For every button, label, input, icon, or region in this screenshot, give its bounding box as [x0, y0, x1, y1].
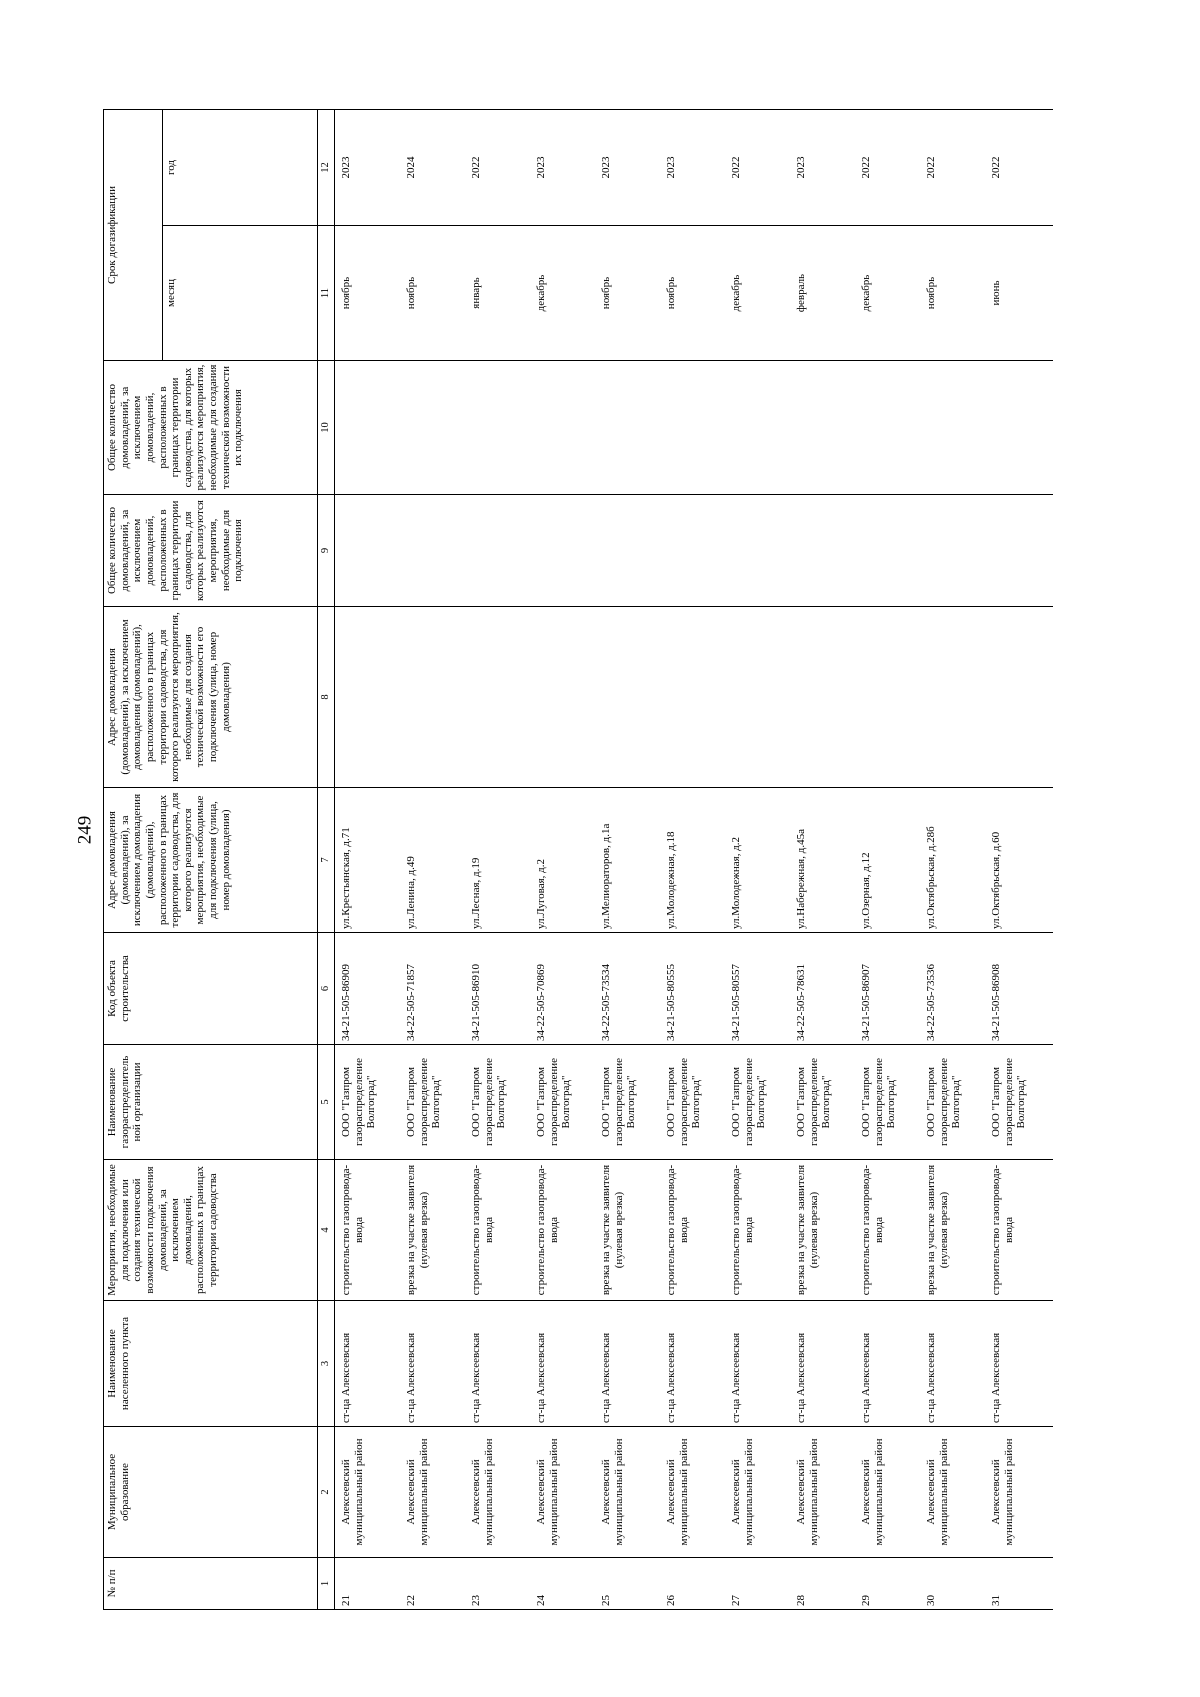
table-row	[403, 109, 468, 1609]
table-row	[988, 109, 1053, 1609]
row-code: 34-21-505-86910	[468, 933, 533, 1045]
row-org: ООО "Газпром газораспределение Волгоград"	[663, 1045, 728, 1160]
row-year: 2022	[858, 109, 923, 225]
row-count-create	[793, 361, 858, 495]
row-measure: строительство газопровода-ввода	[533, 1160, 598, 1301]
row-num: 29	[858, 1558, 923, 1610]
row-count-connect	[468, 495, 533, 607]
row-settlement: ст-ца Алексеевская	[663, 1301, 728, 1427]
row-address-garden	[335, 607, 404, 788]
row-org: ООО "Газпром газораспределение Волгоград"	[468, 1045, 533, 1160]
column-number: 8	[318, 607, 335, 788]
column-number: 5	[318, 1045, 335, 1160]
row-code: 34-22-505-70869	[533, 933, 598, 1045]
row-year: 2023	[663, 109, 728, 225]
row-settlement: ст-ца Алексеевская	[988, 1301, 1053, 1427]
row-code: 34-21-505-80557	[728, 933, 793, 1045]
row-code: 34-21-505-86908	[988, 933, 1053, 1045]
row-count-connect	[923, 495, 988, 607]
row-address: ул.Набережная, д.45а	[793, 788, 858, 933]
row-code: 34-22-505-73536	[923, 933, 988, 1045]
header-settlement: Наименование населенного пункта	[104, 1301, 318, 1427]
header-num: № п/п	[104, 1558, 318, 1610]
header-code: Код объекта строительства	[104, 933, 318, 1045]
column-number: 3	[318, 1301, 335, 1427]
row-num: 28	[793, 1558, 858, 1610]
header-count-create: Общее количество домовладений, за исключением домовладений, расположенных в границах территории садоводства, для которых реализуются мероприятия, необходимые для создания технической возможности их подключения	[104, 361, 318, 495]
row-address-garden	[403, 607, 468, 788]
table-row	[793, 109, 858, 1609]
header-org: Наименование газораспределитель ной организации	[104, 1045, 318, 1160]
row-municipality: Алексеевский муниципальный район	[663, 1427, 728, 1558]
column-number: 1	[318, 1558, 335, 1610]
row-count-connect	[988, 495, 1053, 607]
header-row	[104, 109, 163, 1609]
table-row	[468, 109, 533, 1609]
page-number	[73, 810, 97, 850]
row-count-connect	[335, 495, 404, 607]
table-row	[663, 109, 728, 1609]
table-row	[335, 109, 404, 1609]
page-number-text: 249	[74, 815, 95, 845]
row-num: 27	[728, 1558, 793, 1610]
row-measure: строительство газопровода-ввода	[663, 1160, 728, 1301]
row-address-garden	[598, 607, 663, 788]
row-month: декабрь	[533, 226, 598, 361]
row-month: декабрь	[858, 226, 923, 361]
row-num: 25	[598, 1558, 663, 1610]
row-address: ул.Луговая, д.2	[533, 788, 598, 933]
row-num: 26	[663, 1558, 728, 1610]
row-num: 21	[335, 1558, 404, 1610]
row-count-create	[923, 361, 988, 495]
row-code: 34-22-505-78631	[793, 933, 858, 1045]
row-municipality: Алексеевский муниципальный район	[988, 1427, 1053, 1558]
row-org: ООО "Газпром газораспределение Волгоград"	[793, 1045, 858, 1160]
row-count-connect	[728, 495, 793, 607]
header-municipality: Муниципальное образование	[104, 1427, 318, 1558]
row-address: ул.Озерная, д.12	[858, 788, 923, 933]
row-measure: врезка на участке заявителя (нулевая врезка)	[403, 1160, 468, 1301]
row-municipality: Алексеевский муниципальный район	[923, 1427, 988, 1558]
row-settlement: ст-ца Алексеевская	[468, 1301, 533, 1427]
gasification-table	[103, 109, 1053, 1610]
row-year: 2023	[598, 109, 663, 225]
row-settlement: ст-ца Алексеевская	[858, 1301, 923, 1427]
header-measures: Мероприятия, необходимые для подключения или создания технической возможности подключения домовладений, за исключением домовладений, расположенных в границах территории садоводства	[104, 1160, 318, 1301]
row-count-create	[988, 361, 1053, 495]
row-settlement: ст-ца Алексеевская	[598, 1301, 663, 1427]
row-measure: строительство газопровода-ввода	[728, 1160, 793, 1301]
row-num: 22	[403, 1558, 468, 1610]
header-month: месяц	[163, 226, 318, 361]
header-address-private: Адрес домовладения (домовладений), за исключением домовладения (домовладений), расположенного в границах территории садоводства, для которого реализуются мероприятия, необходимые для подключения (улица, номер домовладения)	[104, 788, 318, 933]
row-org: ООО "Газпром газораспределение Волгоград"	[403, 1045, 468, 1160]
row-measure: строительство газопровода-ввода	[468, 1160, 533, 1301]
row-count-create	[468, 361, 533, 495]
row-settlement: ст-ца Алексеевская	[533, 1301, 598, 1427]
row-month: февраль	[793, 226, 858, 361]
row-address: ул.Ленина, д.49	[403, 788, 468, 933]
row-num: 23	[468, 1558, 533, 1610]
row-month: ноябрь	[598, 226, 663, 361]
row-address: ул.Молодежная, д.18	[663, 788, 728, 933]
header-year: год	[163, 109, 318, 225]
row-measure: строительство газопровода-ввода	[335, 1160, 404, 1301]
row-year: 2024	[403, 109, 468, 225]
column-number: 11	[318, 226, 335, 361]
row-measure: строительство газопровода-ввода	[858, 1160, 923, 1301]
row-year: 2023	[335, 109, 404, 225]
row-address-garden	[988, 607, 1053, 788]
table-row	[923, 109, 988, 1609]
row-count-connect	[403, 495, 468, 607]
row-month: январь	[468, 226, 533, 361]
row-settlement: ст-ца Алексеевская	[403, 1301, 468, 1427]
row-measure: строительство газопровода-ввода	[988, 1160, 1053, 1301]
row-address-garden	[533, 607, 598, 788]
row-settlement: ст-ца Алексеевская	[793, 1301, 858, 1427]
row-year: 2022	[728, 109, 793, 225]
table-row	[728, 109, 793, 1609]
header-deadline: Срок догазификации	[104, 109, 163, 360]
row-count-connect	[533, 495, 598, 607]
row-count-create	[598, 361, 663, 495]
row-org: ООО "Газпром газораспределение Волгоград"	[335, 1045, 404, 1160]
row-count-create	[335, 361, 404, 495]
row-measure: врезка на участке заявителя (нулевая врезка)	[793, 1160, 858, 1301]
row-address-garden	[468, 607, 533, 788]
row-measure: врезка на участке заявителя (нулевая врезка)	[923, 1160, 988, 1301]
row-address-garden	[728, 607, 793, 788]
row-num: 31	[988, 1558, 1053, 1610]
row-municipality: Алексеевский муниципальный район	[335, 1427, 404, 1558]
row-org: ООО "Газпром газораспределение Волгоград"	[533, 1045, 598, 1160]
row-month: декабрь	[728, 226, 793, 361]
column-number: 12	[318, 109, 335, 225]
row-settlement: ст-ца Алексеевская	[923, 1301, 988, 1427]
row-count-connect	[663, 495, 728, 607]
row-code: 34-21-505-86907	[858, 933, 923, 1045]
row-municipality: Алексеевский муниципальный район	[533, 1427, 598, 1558]
row-address: ул.Октябрьская, д.60	[988, 788, 1053, 933]
row-address: ул.Молодежная, д.2	[728, 788, 793, 933]
row-num: 30	[923, 1558, 988, 1610]
row-month: ноябрь	[403, 226, 468, 361]
table-row	[858, 109, 923, 1609]
row-month: ноябрь	[923, 226, 988, 361]
column-number: 2	[318, 1427, 335, 1558]
row-address: ул.Лесная, д.19	[468, 788, 533, 933]
row-num: 24	[533, 1558, 598, 1610]
column-number: 10	[318, 361, 335, 495]
row-year: 2022	[468, 109, 533, 225]
row-year: 2022	[923, 109, 988, 225]
row-municipality: Алексеевский муниципальный район	[403, 1427, 468, 1558]
row-year: 2022	[988, 109, 1053, 225]
table-row	[533, 109, 598, 1609]
column-number: 4	[318, 1160, 335, 1301]
row-settlement: ст-ца Алексеевская	[728, 1301, 793, 1427]
row-measure: врезка на участке заявителя (нулевая врезка)	[598, 1160, 663, 1301]
row-month: ноябрь	[663, 226, 728, 361]
row-code: 34-22-505-73534	[598, 933, 663, 1045]
row-org: ООО "Газпром газораспределение Волгоград"	[923, 1045, 988, 1160]
row-org: ООО "Газпром газораспределение Волгоград"	[858, 1045, 923, 1160]
row-month: июнь	[988, 226, 1053, 361]
row-address: ул.Мелиораторов, д.1а	[598, 788, 663, 933]
row-month: ноябрь	[335, 226, 404, 361]
row-count-create	[403, 361, 468, 495]
row-address: ул.Крестьянская, д.71	[335, 788, 404, 933]
column-number-row	[318, 109, 335, 1609]
row-address-garden	[858, 607, 923, 788]
row-address-garden	[793, 607, 858, 788]
rotated-table-container	[103, 110, 1063, 1610]
row-org: ООО "Газпром газораспределение Волгоград"	[598, 1045, 663, 1160]
row-org: ООО "Газпром газораспределение Волгоград"	[988, 1045, 1053, 1160]
row-count-create	[858, 361, 923, 495]
row-year: 2023	[793, 109, 858, 225]
row-code: 34-22-505-71857	[403, 933, 468, 1045]
row-address-garden	[923, 607, 988, 788]
row-count-create	[663, 361, 728, 495]
table-row	[598, 109, 663, 1609]
row-code: 34-21-505-80555	[663, 933, 728, 1045]
header-count-connect: Общее количество домовладений, за исключением домовладений, расположенных в границах территории садоводства, для которых реализуются мероприятия, необходимые для подключения	[104, 495, 318, 607]
row-year: 2023	[533, 109, 598, 225]
row-count-create	[533, 361, 598, 495]
column-number: 7	[318, 788, 335, 933]
row-municipality: Алексеевский муниципальный район	[468, 1427, 533, 1558]
row-org: ООО "Газпром газораспределение Волгоград"	[728, 1045, 793, 1160]
row-count-connect	[858, 495, 923, 607]
header-address-garden: Адрес домовладения (домовладений), за исключением домовладения (домовладений), расположенного в границах территории садоводства, для которого реализуются мероприятия, необходимые для создания технической возможности его подключения (улица, номер домовладения)	[104, 607, 318, 788]
row-municipality: Алексеевский муниципальный район	[598, 1427, 663, 1558]
row-settlement: ст-ца Алексеевская	[335, 1301, 404, 1427]
row-municipality: Алексеевский муниципальный район	[858, 1427, 923, 1558]
row-address-garden	[663, 607, 728, 788]
row-address: ул.Октябрьская, д.28б	[923, 788, 988, 933]
row-municipality: Алексеевский муниципальный район	[728, 1427, 793, 1558]
row-count-create	[728, 361, 793, 495]
row-count-connect	[598, 495, 663, 607]
row-code: 34-21-505-86909	[335, 933, 404, 1045]
column-number: 6	[318, 933, 335, 1045]
row-municipality: Алексеевский муниципальный район	[793, 1427, 858, 1558]
column-number: 9	[318, 495, 335, 607]
row-count-connect	[793, 495, 858, 607]
